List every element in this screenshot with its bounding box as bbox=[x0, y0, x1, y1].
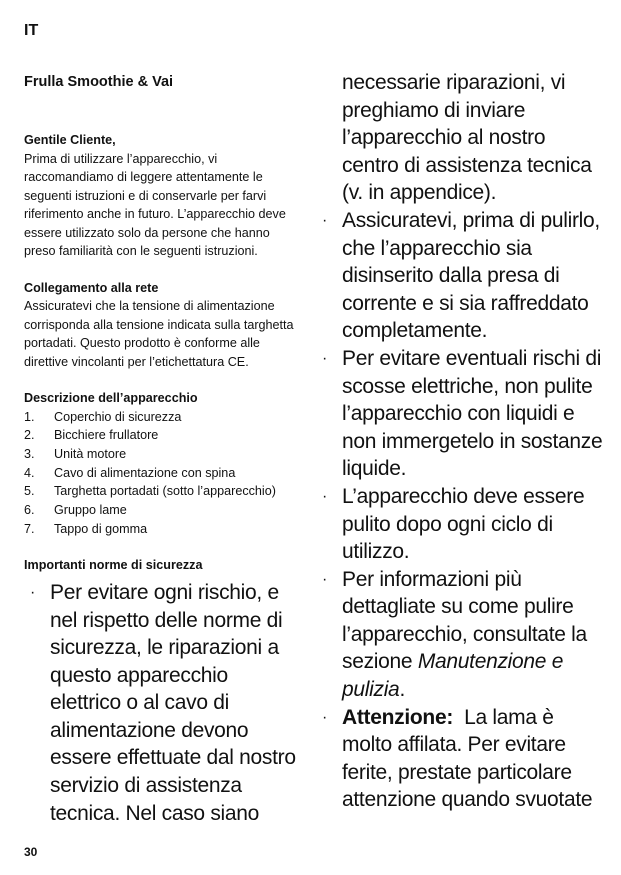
item-number: 6. bbox=[24, 503, 35, 518]
item-number: 5. bbox=[24, 484, 35, 499]
connection-section bbox=[24, 279, 304, 372]
warning-label: Attenzione: bbox=[342, 705, 454, 729]
list-item bbox=[24, 501, 304, 520]
list-item bbox=[316, 483, 606, 566]
item-number: 4. bbox=[24, 465, 35, 480]
description-section bbox=[24, 389, 304, 538]
page-number: 30 bbox=[24, 845, 38, 859]
list-item bbox=[24, 445, 304, 464]
item-text: Unità motore bbox=[54, 446, 127, 461]
warning-text: La lama è molto affilata. Per evitare ferite, prestate particolare attenzione quando svuotate bbox=[342, 705, 593, 812]
intro-heading: Gentile Cliente, bbox=[24, 133, 116, 147]
list-item bbox=[24, 482, 304, 501]
language-label: IT bbox=[24, 22, 39, 39]
description-heading: Descrizione dell’apparecchio bbox=[24, 391, 198, 405]
list-item bbox=[316, 704, 606, 814]
bullet-text: Assicuratevi, prima di pulirlo, che l’apparecchio sia disinserito dalla presa di corrente e si sia raffreddato completamente. bbox=[342, 208, 600, 343]
intro-text: Prima di utilizzare l’apparecchio, vi raccomandiamo di leggere attentamente le seguenti istruzioni e di conservarle per farvi riferimento anche in futuro. L’apparecchio deve essere utilizzato solo da persone che hanno preso familiarità con le seguenti istruzioni. bbox=[24, 151, 286, 258]
item-text: Targhetta portadati (sotto l’apparecchio) bbox=[54, 484, 276, 499]
item-number: 7. bbox=[24, 521, 35, 536]
continuation-text: necessarie riparazioni, vi preghiamo di inviare l’apparecchio al nostro centro di assistenza tecnica (v. in appendice). bbox=[342, 71, 592, 205]
list-item bbox=[24, 464, 304, 483]
list-item bbox=[24, 579, 304, 827]
item-number: 2. bbox=[24, 428, 35, 443]
list-item bbox=[316, 207, 606, 345]
list-item bbox=[24, 408, 304, 427]
bullet-text: Per evitare eventuali rischi di scosse elettriche, non pulite l’apparecchio con liquidi e non immergetelo in sostanze liquide. bbox=[342, 346, 603, 481]
safety-heading: Importanti norme di sicurezza bbox=[24, 558, 203, 573]
section-reference: Manutenzione e pulizia bbox=[342, 650, 564, 702]
bullet-text: L’apparecchio deve essere pulito dopo ogni ciclo di utilizzo. bbox=[342, 484, 585, 564]
list-item bbox=[24, 520, 304, 539]
bullet-icon: · bbox=[322, 570, 328, 588]
product-title: Frulla Smoothie & Vai bbox=[24, 74, 174, 90]
item-text: Gruppo lame bbox=[54, 503, 127, 518]
left-column bbox=[24, 73, 304, 827]
item-number: 3. bbox=[24, 446, 35, 461]
parts-list bbox=[24, 408, 304, 539]
bullet-icon: · bbox=[30, 583, 36, 601]
intro-section bbox=[24, 131, 304, 261]
safety-section bbox=[24, 556, 304, 827]
item-text: Cavo di alimentazione con spina bbox=[54, 465, 236, 480]
bullet-icon: · bbox=[322, 211, 328, 229]
bullet-text-end: . bbox=[399, 678, 405, 702]
bullet-icon: · bbox=[322, 708, 328, 726]
list-item bbox=[316, 566, 606, 704]
item-text: Tappo di gomma bbox=[54, 521, 148, 536]
list-item bbox=[24, 426, 304, 445]
bullet-text: Per informazioni più dettagliate su come pulire l’apparecchio, consultate la sezione bbox=[342, 567, 587, 674]
item-text: Bicchiere frullatore bbox=[54, 428, 159, 443]
safety-bullets-left bbox=[24, 579, 304, 827]
item-text: Coperchio di sicurezza bbox=[54, 409, 182, 424]
bullet-icon: · bbox=[322, 487, 328, 505]
list-item bbox=[316, 345, 606, 483]
connection-heading: Collegamento alla rete bbox=[24, 280, 159, 295]
right-column bbox=[316, 69, 606, 814]
item-number: 1. bbox=[24, 409, 35, 424]
bullet-text: Per evitare ogni rischio, e nel rispetto delle norme di sicurezza, le riparazioni a questo apparecchio elettrico o al cavo di alimentazione devono essere effettuate dal nostro servizio di assistenza tecnica. Nel caso siano bbox=[50, 580, 296, 825]
safety-bullets-right bbox=[316, 207, 606, 814]
bullet-icon: · bbox=[322, 349, 328, 367]
connection-text: Assicuratevi che la tensione di alimentazione corrisponda alla tensione indicata sulla targhetta portadati. Questo prodotto è conforme alle direttive vincolanti per l’etichettatura CE. bbox=[24, 299, 294, 369]
